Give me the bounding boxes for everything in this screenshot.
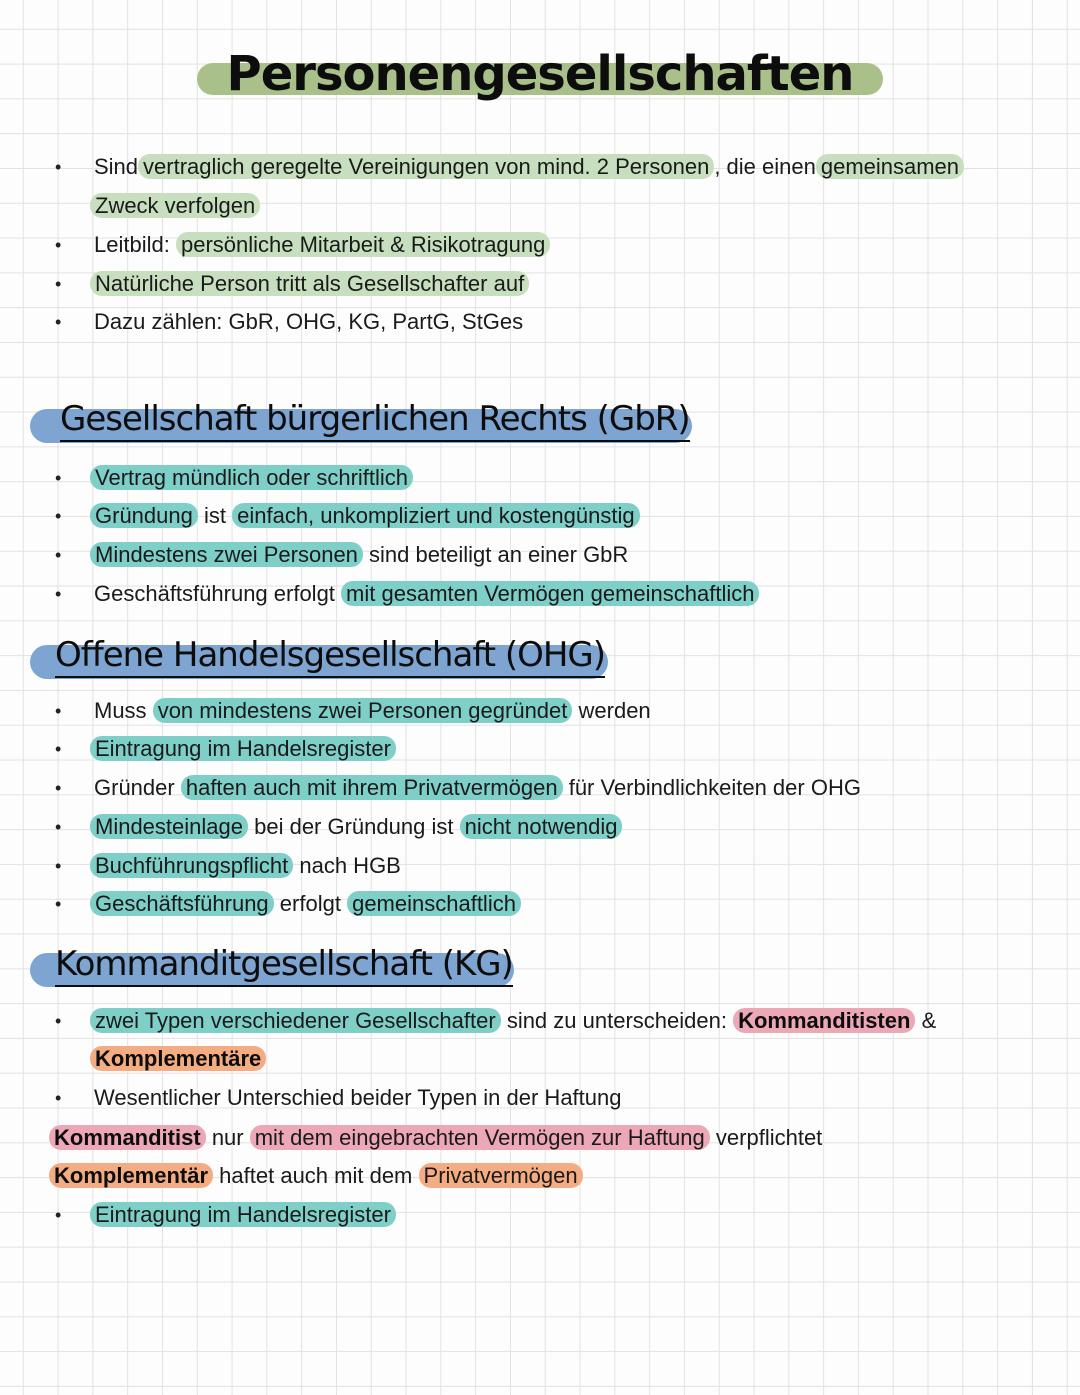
intro-line-4 [90,270,529,298]
gbr-line-3 [90,541,628,569]
text: Gründer [94,775,175,800]
highlight: zwei Typen verschiedener Gesellschafter [90,1008,501,1033]
text: Leitbild: [94,232,170,257]
gbr-line-1 [90,464,413,492]
highlight: Mindestens zwei Personen [90,542,363,567]
bullet-icon: • [55,274,62,294]
ohg-line-5 [90,852,401,880]
text: verpflichtet [715,1125,823,1150]
highlight: Vertrag mündlich oder schriftlich [90,465,413,490]
bullet-icon: • [55,545,62,565]
bullet-icon: • [55,778,62,798]
highlight: Geschäftsführung [90,891,274,916]
gbr-line-2 [90,502,640,530]
text: sind zu unterscheiden: [506,1008,727,1033]
text: erfolgt [279,891,341,916]
text: , die einen [714,154,816,179]
bullet-icon: • [55,1205,62,1225]
highlight: mit gesamten Vermögen gemeinschaftlich [341,581,759,606]
highlight: Kommanditist [49,1125,206,1150]
gbr-line-4 [94,580,759,608]
kg-heading: Kommanditgesellschaft (KG) [55,943,513,987]
ohg-line-6 [90,890,521,918]
kg-line-3 [94,1084,621,1112]
highlight: nicht notwendig [460,814,623,839]
text: Muss [94,698,147,723]
bullet-icon: • [55,506,62,526]
bullet-icon: • [55,894,62,914]
highlight: mit dem eingebrachten Vermögen zur Haftung [250,1125,710,1150]
highlight: von mindestens zwei Personen gegründet [153,698,573,723]
ohg-line-1 [94,697,651,725]
highlight: Mindesteinlage [90,814,248,839]
bullet-icon: • [55,817,62,837]
bullet-icon: • [55,584,62,604]
highlight: Komplementäre [90,1046,266,1071]
highlight: einfach, unkompliziert und kostengünstig [232,503,639,528]
highlight: persönliche Mitarbeit & Risikotragung [176,232,550,257]
kg-line-5 [49,1162,583,1190]
intro-line-1 [94,153,964,181]
text: Wesentlicher Unterschied beider Typen in der Haftung [94,1085,622,1110]
highlight: haften auch mit ihrem Privatvermögen [181,775,563,800]
highlight: Natürliche Person tritt als Gesellschafter auf [90,271,529,296]
highlight: Gründung [90,503,198,528]
text: für Verbindlichkeiten der OHG [568,775,861,800]
ohg-line-2 [90,735,396,763]
text: & [921,1008,937,1033]
text: werden [578,698,651,723]
ohg-line-3 [94,774,861,802]
highlight: Kommanditisten [733,1008,915,1033]
highlight: gemeinsamen [816,154,964,179]
intro-line-3 [94,231,550,259]
bullet-icon: • [55,1011,62,1031]
intro-line-2 [90,192,260,220]
highlight: vertraglich geregelte Vereinigungen von mind. 2 Personen [138,154,714,179]
bullet-icon: • [55,739,62,759]
text: nach HGB [299,853,401,878]
intro-line-5 [94,308,523,336]
highlight: Privatvermögen [419,1163,583,1188]
kg-line-1 [90,1007,936,1035]
kg-line-2 [90,1045,266,1073]
bullet-icon: • [55,468,62,488]
highlight: gemeinschaftlich [347,891,521,916]
ohg-line-4 [90,813,622,841]
text: ist [203,503,226,528]
text: Sind [94,154,139,179]
title-container [0,40,1080,108]
bullet-icon: • [55,235,62,255]
bullet-icon: • [55,1088,62,1108]
highlight: Eintragung im Handelsregister [90,1202,396,1227]
gbr-heading: Gesellschaft bürgerlichen Rechts (GbR) [60,398,690,442]
highlight: Buchführungspflicht [90,853,293,878]
page-title: Personengesellschaften [197,40,884,108]
ohg-heading: Offene Handelsgesellschaft (OHG) [55,634,605,678]
text: sind beteiligt an einer GbR [369,542,629,567]
text: nur [211,1125,244,1150]
bullet-icon: • [55,701,62,721]
highlight: Eintragung im Handelsregister [90,736,396,761]
highlight: Komplementär [49,1163,213,1188]
text: haftet auch mit dem [219,1163,413,1188]
text: Dazu zählen: GbR, OHG, KG, PartG, StGes [94,309,524,334]
highlight: Zweck verfolgen [90,193,260,218]
bullet-icon: • [55,312,62,332]
kg-line-4 [49,1124,822,1152]
kg-line-6 [90,1201,396,1229]
text: bei der Gründung ist [254,814,454,839]
text: Geschäftsführung erfolgt [94,581,335,606]
bullet-icon: • [55,856,62,876]
bullet-icon: • [55,157,62,177]
